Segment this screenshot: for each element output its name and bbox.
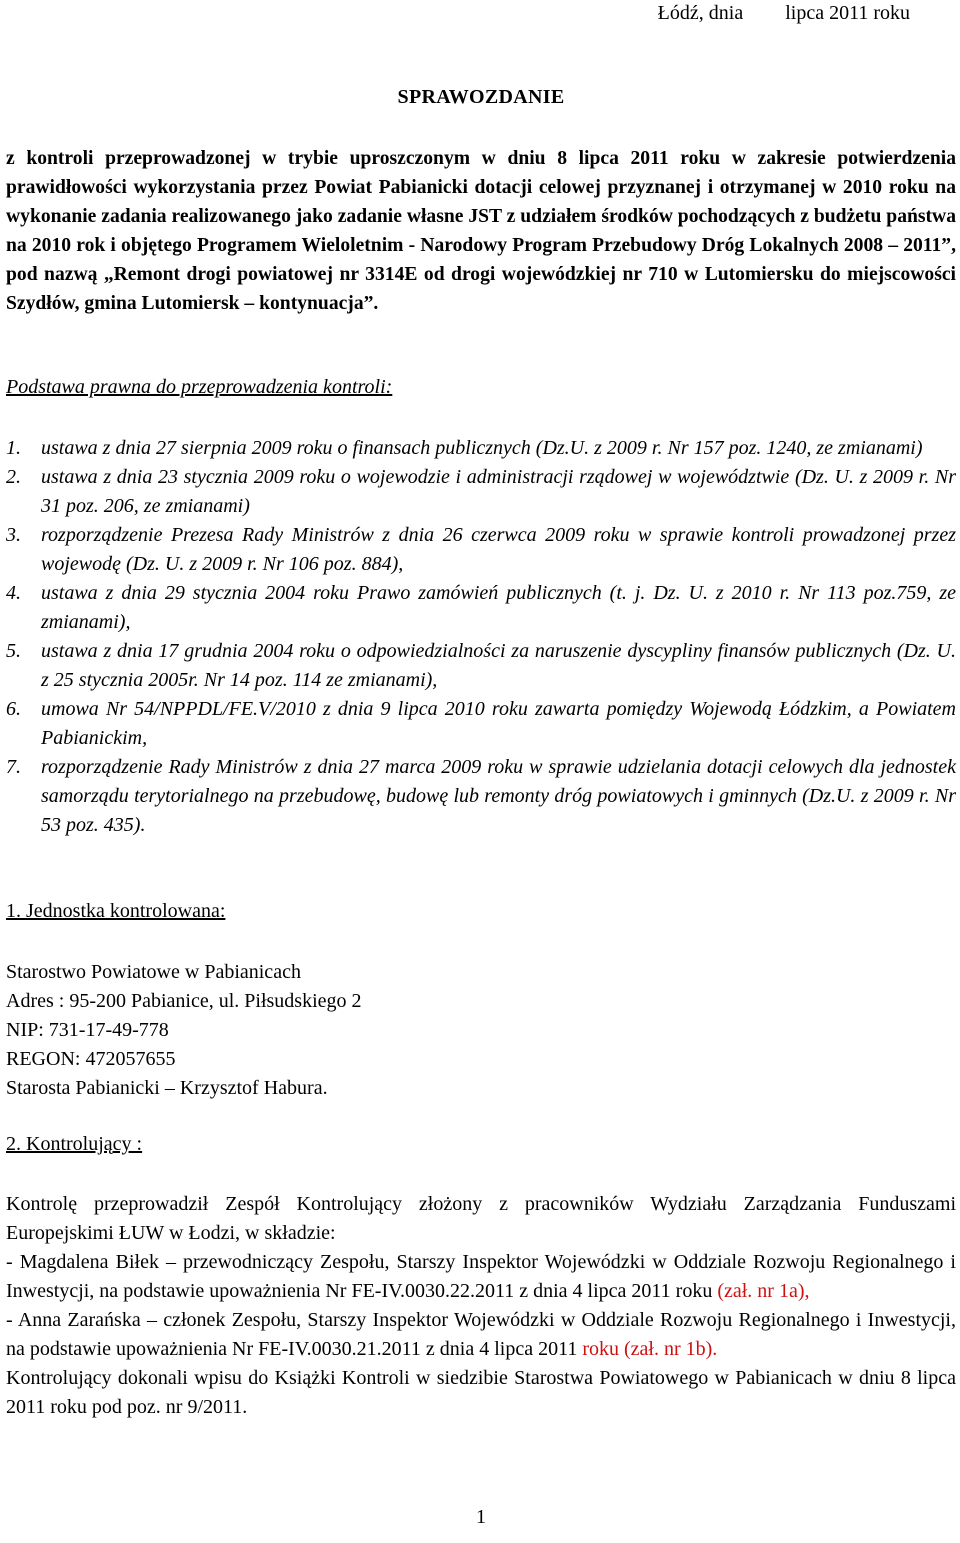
document-title: SPRAWOZDANIE xyxy=(397,86,565,108)
item-number: 3. xyxy=(6,524,21,546)
item-text: umowa Nr 54/NPPDL/FE.V/2010 z dnia 9 lipca 2010 roku zawarta pomiędzy Wojewodą Łódzkim, a Powiatem Pabianickim, xyxy=(41,698,956,749)
unit-name: Starostwo Powiatowe w Pabianicach xyxy=(6,961,301,983)
city-date: Łódź, dnia xyxy=(657,2,744,24)
item-text: ustawa z dnia 27 sierpnia 2009 roku o finansach publicznych (Dz.U. z 2009 r. Nr 157 poz. 1240, ze zmianami) xyxy=(41,437,923,459)
item-text: ustawa z dnia 23 stycznia 2009 roku o wojewodzie i administracji rządowej w województwie (Dz. U. z 2009 r. Nr 31 poz. 206, ze zmianami) xyxy=(41,466,956,517)
date-month-year: lipca 2011 roku xyxy=(785,2,910,24)
item-text: rozporządzenie Prezesa Rady Ministrów z dnia 26 czerwca 2009 roku w sprawie kontroli prowadzonej przez wojewodę (Dz. U. z 2009 r. Nr 106 poz. 884), xyxy=(41,524,956,575)
unit-regon: REGON: 472057655 xyxy=(6,1048,176,1070)
unit-nip: NIP: 731-17-49-778 xyxy=(6,1019,169,1041)
item-number: 2. xyxy=(6,466,21,488)
attachment-ref-1b: roku (zał. nr 1b). xyxy=(582,1338,718,1360)
legal-basis-item xyxy=(6,434,956,463)
item-number: 7. xyxy=(6,756,21,778)
legal-basis-item xyxy=(6,753,956,840)
page-number: 1 xyxy=(476,1506,486,1528)
controllers-intro: Kontrolę przeprowadził Zespół Kontrolujący złożony z pracowników Wydziału Zarządzania Funduszami Europejskimi ŁUW w Łodzi, w składzie: xyxy=(6,1193,956,1244)
controller-member-2: - Anna Zarańska – członek Zespołu, Starszy Inspektor Wojewódzki w Oddziale Rozwoju Regionalnego i Inwestycji, na podstawie upoważnienia Nr FE-IV.0030.21.2011 z dnia 4 lipca 2011 roku (zał. nr 1b). xyxy=(6,1309,956,1360)
item-number: 6. xyxy=(6,698,21,720)
item-text: rozporządzenie Rady Ministrów z dnia 27 marca 2009 roku w sprawie udzielania dotacji celowych dla jednostek samorządu terytorialnego na przebudowę, budowę lub remonty dróg powiatowych i gminnych (Dz.U. z 2009 r. Nr 53 poz. 435). xyxy=(41,756,956,836)
date-line xyxy=(658,2,910,25)
item-number: 4. xyxy=(6,582,21,604)
item-text: ustawa z dnia 29 stycznia 2004 roku Prawo zamówień publicznych (t. j. Dz. U. z 2010 r. Nr 113 poz.759, ze zmianami), xyxy=(41,582,956,633)
controlled-unit-details xyxy=(6,958,362,1103)
item-number: 5. xyxy=(6,640,21,662)
legal-basis-item xyxy=(6,637,956,695)
legal-basis-item xyxy=(6,579,956,637)
attachment-ref-1a: (zał. nr 1a), xyxy=(717,1280,810,1302)
document-page xyxy=(6,0,956,1543)
legal-basis-item xyxy=(6,463,956,521)
control-book-entry: Kontrolujący dokonali wpisu do Książki Kontroli w siedzibie Starostwa Powiatowego w Pabianicach w dniu 8 lipca 2011 roku pod poz. nr 9/2011. xyxy=(6,1367,956,1418)
legal-basis-list xyxy=(6,434,956,840)
controllers-heading: 2. Kontrolujący : xyxy=(6,1133,143,1155)
item-number: 1. xyxy=(6,437,21,459)
controllers-section xyxy=(6,1190,956,1422)
item-text: ustawa z dnia 17 grudnia 2004 roku o odpowiedzialności za naruszenie dyscypliny finansów publicznych (Dz. U. z 25 stycznia 2005r. Nr 14 poz. 114 ze zmianami), xyxy=(41,640,956,691)
report-subject: z kontroli przeprowadzonej w trybie uproszczonym w dniu 8 lipca 2011 roku w zakresie potwierdzenia prawidłowości wykorzystania przez Powiat Pabianicki dotacji celowej przyznanej i otrzymanej w 2010 roku na wykonanie zadania realizowanego jako zadanie własne JST z udziałem środków pochodzących z budżetu państwa na 2010 rok i objętego Programem Wieloletnim - Narodowy Program Przebudowy Dróg Lokalnych 2008 – 2011”, pod nazwą „Remont drogi powiatowej nr 3314E od drogi wojewódzkiej nr 710 w Lutomiersku do miejscowości Szydłów, gmina Lutomiersk – kontynuacja”. xyxy=(6,148,956,314)
legal-basis-item xyxy=(6,695,956,753)
controlled-unit-heading: 1. Jednostka kontrolowana: xyxy=(6,900,226,922)
legal-basis-heading: Podstawa prawna do przeprowadzenia kontroli: xyxy=(6,376,393,398)
controller-member-1: - Magdalena Biłek – przewodniczący Zespołu, Starszy Inspektor Wojewódzki w Oddziale Rozwoju Regionalnego i Inwestycji, na podstawie upoważnienia Nr FE-IV.0030.22.2011 z dnia 4 lipca 2011 roku (zał. nr 1a), xyxy=(6,1251,956,1302)
unit-head: Starosta Pabianicki – Krzysztof Habura. xyxy=(6,1077,328,1099)
unit-address: Adres : 95-200 Pabianice, ul. Piłsudskiego 2 xyxy=(6,990,362,1012)
legal-basis-item xyxy=(6,521,956,579)
